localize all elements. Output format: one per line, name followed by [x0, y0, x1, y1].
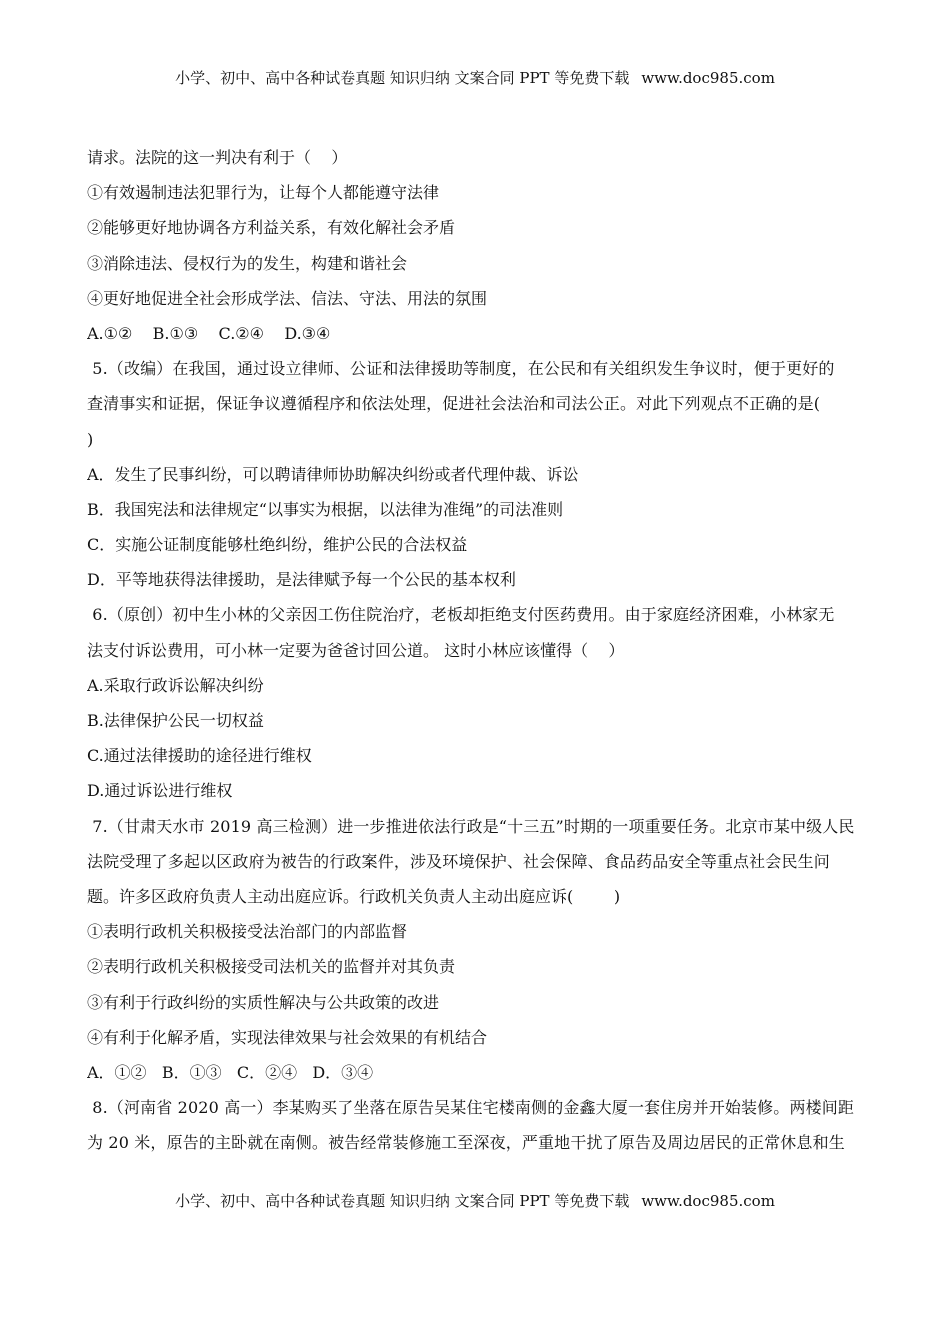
q8-stem-line-1: 8.（河南省 2020 高一）李某购买了坐落在原告吴某住宅楼南侧的金鑫大厦一套住房并开始装修。两楼间距	[87, 1098, 855, 1118]
footer-site: www.doc985.com	[641, 1192, 775, 1210]
q4-statement-2: ②能够更好地协调各方利益关系，有效化解社会矛盾	[87, 218, 456, 238]
q5-option-c: C．实施公证制度能够杜绝纠纷，维护公民的合法权益	[87, 535, 468, 555]
q7-statement-3: ③有利于行政纠纷的实质性解决与公共政策的改进	[87, 992, 440, 1012]
footer-text: 小学、初中、高中各种试卷真题 知识归纳 文案合同 PPT 等免费下载	[175, 1192, 630, 1210]
q5-stem-line-2: 查清事实和证据，保证争议遵循程序和依法处理，促进社会法治和司法公正。对此下列观点不正确的是(	[87, 394, 821, 414]
q6-option-d: D.通过诉讼进行维权	[87, 781, 233, 801]
document-body	[87, 140, 867, 1160]
q6-stem-line-2: 法支付诉讼费用，可小林一定要为爸爸讨回公道。 这时小林应该懂得（ ）	[87, 640, 625, 660]
q8-stem-line-2: 为 20 米，原告的主卧就在南侧。被告经常装修施工至深夜，严重地干扰了原告及周边居民的正常休息和生	[87, 1133, 845, 1153]
q7-stem-line-3: 题。许多区政府负责人主动出庭应诉。行政机关负责人主动出庭应诉( )	[87, 886, 621, 906]
q6-option-b: B.法律保护公民一切权益	[87, 711, 264, 730]
q4-statement-3: ③消除违法、侵权行为的发生，构建和谐社会	[87, 253, 408, 273]
q4-statement-1: ①有效遏制违法犯罪行为，让每个人都能遵守法律	[87, 183, 440, 203]
q4-statement-4: ④更好地促进全社会形成学法、信法、守法、用法的氛围	[87, 288, 488, 308]
q5-option-a: A．发生了民事纠纷，可以聘请律师协助解决纠纷或者代理仲裁、诉讼	[87, 464, 579, 484]
header-site: www.doc985.com	[641, 69, 775, 87]
q4-options: A.①② B.①③ C.②④ D.③④	[87, 323, 331, 343]
page-header	[0, 68, 950, 88]
q6-option-c: C.通过法律援助的途径进行维权	[87, 746, 312, 766]
q5-option-b: B．我国宪法和法律规定“以事实为根据，以法律为准绳”的司法准则	[87, 499, 564, 519]
q5-stem-line-1: 5.（改编）在我国，通过设立律师、公证和法律援助等制度，在公民和有关组织发生争议时，便于更好的	[87, 359, 835, 379]
q7-statement-1: ①表明行政机关积极接受法治部门的内部监督	[87, 922, 408, 942]
q4-stem-end: 请求。法院的这一判决有利于（ ）	[87, 148, 348, 167]
q7-stem-line-1: 7.（甘肃天水市 2019 高三检测）进一步推进依法行政是“十三五”时期的一项重要任务。北京市某中级人民	[87, 816, 855, 836]
q7-stem-line-2: 法院受理了多起以区政府为被告的行政案件，涉及环境保护、社会保障、食品药品安全等重点社会民生问	[87, 851, 830, 871]
q5-option-d: D．平等地获得法律援助，是法律赋予每一个公民的基本权利	[87, 570, 516, 590]
q7-statement-4: ④有利于化解矛盾，实现法律效果与社会效果的有机结合	[87, 1027, 488, 1047]
q7-statement-2: ②表明行政机关积极接受司法机关的监督并对其负责	[87, 957, 456, 977]
q5-stem-line-3: )	[87, 429, 94, 449]
page-footer	[0, 1191, 950, 1211]
header-text: 小学、初中、高中各种试卷真题 知识归纳 文案合同 PPT 等免费下载	[175, 69, 630, 87]
q6-stem-line-1: 6.（原创）初中生小林的父亲因工伤住院治疗，老板却拒绝支付医药费用。由于家庭经济困难，小林家无	[87, 605, 835, 625]
q6-option-a: A.采取行政诉讼解决纠纷	[87, 675, 264, 695]
q7-options: A．①② B．①③ C．②④ D．③④	[87, 1062, 374, 1082]
